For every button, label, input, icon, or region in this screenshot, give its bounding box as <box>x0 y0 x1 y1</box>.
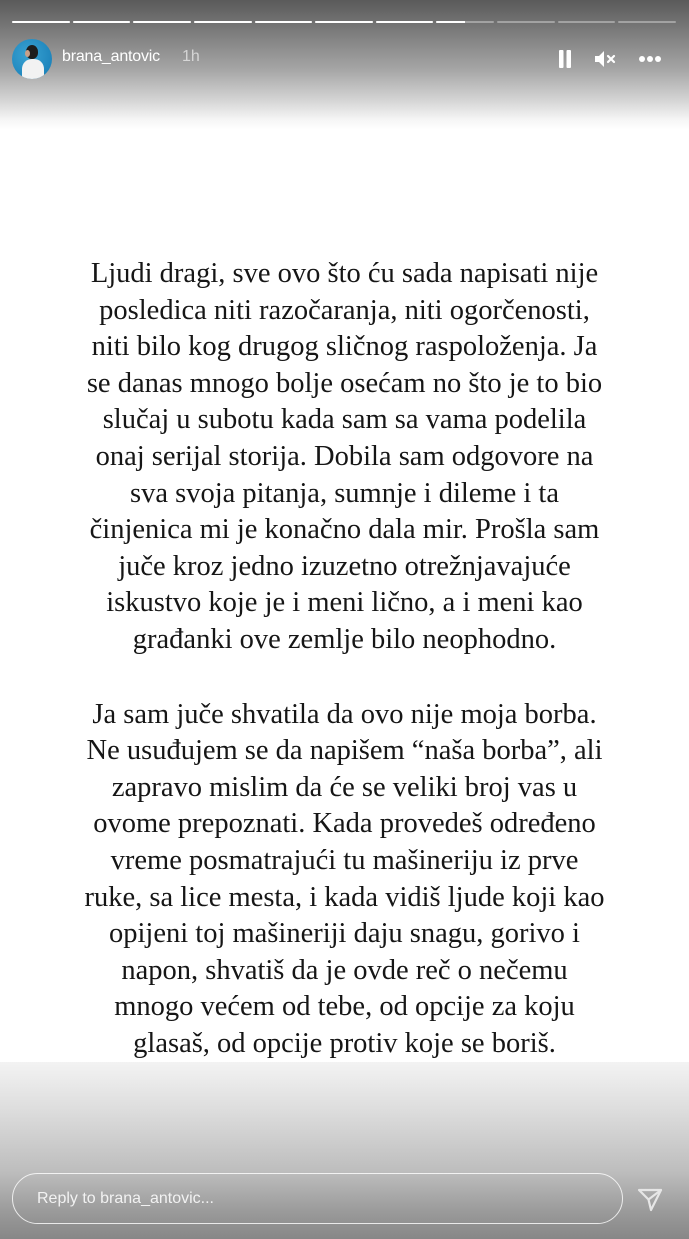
more-options-icon <box>638 55 662 63</box>
pause-icon <box>557 49 573 69</box>
timestamp: 1h <box>182 48 200 65</box>
avatar[interactable] <box>12 39 52 79</box>
text-line: zapravo mislim da će se veliki broj vas u <box>111 771 578 803</box>
text-line: činjenica mi je konačno dala mir. Prošla sam <box>89 514 600 546</box>
text-line: ruke, sa lice mesta, i kada vidiš ljude koji kao <box>84 881 605 913</box>
progress-segment <box>194 21 252 23</box>
text-line: opijeni toj mašineriji daju snagu, gorivo i <box>109 918 580 950</box>
text-line: građanki ove zemlje bilo neophodno. <box>132 623 557 655</box>
text-line: ovome prepoznati. Kada provedeš određeno <box>93 808 596 840</box>
text-line: niti bilo kog drugog sličnog raspoloženja. Ja <box>91 331 598 363</box>
progress-segment <box>255 21 313 23</box>
progress-segment <box>315 21 373 23</box>
text-line: glasaš, od opcije protiv koje se boriš. <box>133 1027 556 1059</box>
progress-segment <box>376 21 434 23</box>
send-button[interactable] <box>634 1184 666 1216</box>
pause-button[interactable] <box>556 48 574 70</box>
progress-segment <box>497 21 555 23</box>
text-line: Ljudi dragi, sve ovo što ću sada napisati nije <box>90 258 599 289</box>
text-line: iskustvo koje je i meni lično, a i meni kao <box>106 587 583 619</box>
progress-segment <box>133 21 191 23</box>
text-line: mnogo većem od tebe, od opcije za koju <box>114 991 575 1023</box>
text-line: sva svoja pitanja, sumnje i dileme i ta <box>130 477 559 509</box>
story-progress-bar <box>12 21 676 23</box>
progress-segment <box>618 21 676 23</box>
reply-input[interactable] <box>37 1174 597 1223</box>
text-line: napon, shvatiš da je ovde reč o nečemu <box>121 954 568 986</box>
story-header <box>0 38 689 80</box>
text-line: slučaj u subotu kada sam sa vama podelila <box>102 404 587 436</box>
text-line: posledica niti razočaranja, niti ogorčenosti, <box>99 294 590 326</box>
text-line: Ja sam juče shvatila da ovo nije moja borba. <box>92 698 597 730</box>
paragraph-1 <box>0 256 689 659</box>
text-line: juče kroz jedno izuzetno otrežnjavajuće <box>118 550 571 582</box>
send-icon <box>636 1186 664 1214</box>
paragraph-2 <box>0 697 689 1063</box>
story-text-content <box>0 256 689 1062</box>
text-line: onaj serijal storija. Dobila sam odgovore na <box>95 440 594 472</box>
progress-segment <box>73 21 131 23</box>
text-line: vreme posmatrajući tu mašineriju iz prve <box>110 844 579 876</box>
text-line: Ne usuđujem se da napišem “naša borba”, ali <box>86 735 603 767</box>
mute-button[interactable] <box>592 48 618 70</box>
more-options-button[interactable] <box>636 48 664 70</box>
mute-icon <box>593 49 617 69</box>
progress-segment <box>12 21 70 23</box>
progress-segment <box>558 21 616 23</box>
username-link[interactable]: brana_antovic <box>62 48 160 65</box>
progress-segment-current <box>436 21 494 23</box>
reply-bar[interactable] <box>12 1173 623 1224</box>
text-line: se danas mnogo bolje osećam no što je to bio <box>86 367 603 399</box>
